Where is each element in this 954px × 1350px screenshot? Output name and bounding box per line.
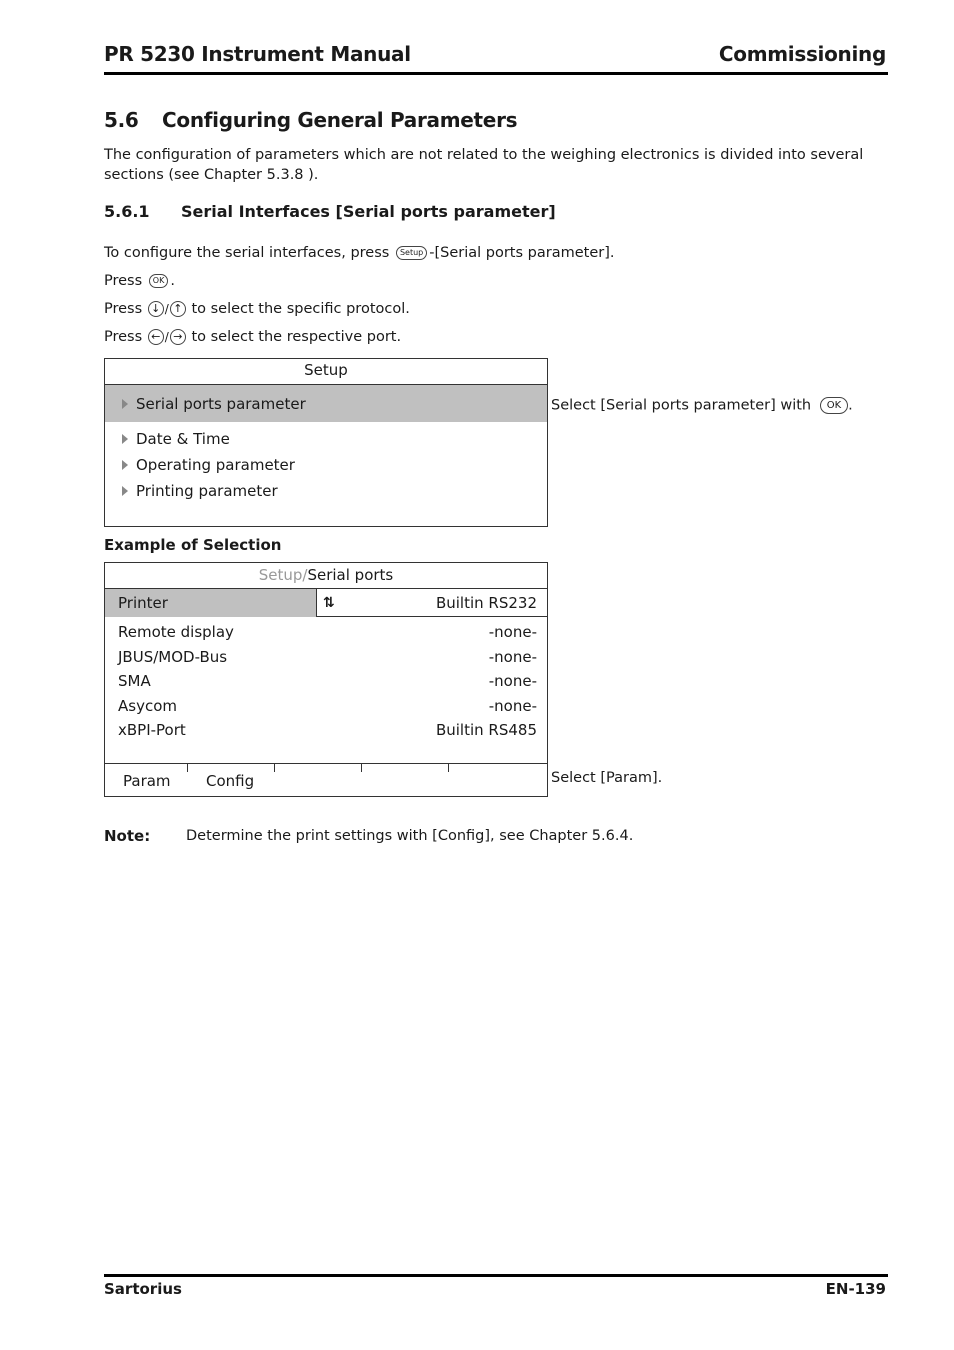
port-label: Asycom (118, 696, 177, 715)
port-label: JBUS/MOD-Bus (118, 647, 228, 666)
ok-key-icon: OK (149, 274, 169, 288)
menu-item-label: Printing parameter (136, 482, 278, 500)
instruction-text: To configure the serial interfaces, press (104, 245, 390, 261)
header-rule (104, 72, 888, 75)
section-title: Configuring General Parameters (162, 108, 518, 132)
port-row-printer[interactable] (105, 589, 547, 617)
softkey-divider (274, 764, 275, 772)
instruction-text: . (170, 273, 175, 289)
param-softkey[interactable]: Param (123, 772, 171, 790)
arrow-right-key-icon: → (170, 329, 186, 345)
instruction-text: Press (104, 301, 143, 317)
param-caption: Select [Param]. (551, 770, 663, 786)
port-label: Remote display (118, 623, 234, 642)
menu-item-date-time[interactable] (105, 426, 547, 452)
page-number: EN-139 (825, 1280, 886, 1298)
instruction-line-3 (104, 299, 410, 319)
port-label: Printer (105, 589, 316, 617)
port-list (105, 617, 547, 743)
section-intro: The configuration of parameters which are not related to the weighing electronics is divided into several sections (see Chapter 5.3.8 ). (104, 147, 864, 183)
port-row[interactable] (105, 645, 547, 670)
port-row[interactable] (105, 718, 547, 743)
port-label: xBPI-Port (118, 721, 186, 740)
caption-text: . (848, 397, 853, 414)
port-value-field[interactable] (316, 589, 547, 617)
serial-ports-screen (104, 562, 548, 797)
port-label: SMA (118, 672, 151, 691)
footer-company: Sartorius (104, 1280, 182, 1298)
triangle-right-icon (122, 399, 128, 409)
menu-item-operating-parameter[interactable] (105, 452, 547, 478)
port-value: -none- (488, 696, 537, 715)
port-value: Builtin RS232 (435, 593, 537, 612)
up-down-arrows-icon: ⇅ (323, 594, 335, 611)
slash-separator-icon: / (164, 330, 169, 344)
port-row[interactable] (105, 620, 547, 645)
arrow-up-key-icon: ↑ (170, 301, 186, 317)
config-softkey[interactable]: Config (206, 772, 255, 790)
note-text: Determine the print settings with [Config], see Chapter 5.6.4. (186, 828, 634, 844)
arrow-left-key-icon: ← (148, 329, 164, 345)
triangle-right-icon (122, 486, 128, 496)
port-row[interactable] (105, 669, 547, 694)
breadcrumb-parent: Setup/ (258, 566, 308, 584)
triangle-right-icon (122, 434, 128, 444)
subsection-heading (104, 202, 556, 221)
menu-item-label: Operating parameter (136, 456, 295, 474)
port-row[interactable] (105, 694, 547, 719)
softkey-divider (187, 764, 188, 772)
manual-title: PR 5230 Instrument Manual (104, 42, 411, 66)
note-label: Note: (104, 827, 151, 845)
port-value: -none- (488, 623, 537, 642)
instruction-text: Press (104, 329, 143, 345)
example-label: Example of Selection (104, 536, 282, 554)
softkey-bar (105, 763, 547, 796)
menu-item-serial-ports[interactable] (105, 385, 547, 422)
breadcrumb-current: Serial ports (307, 566, 394, 584)
instruction-line-4 (104, 327, 401, 347)
instruction-text: Press (104, 273, 143, 289)
menu-item-label: Date & Time (136, 430, 230, 448)
footer-rule (104, 1274, 888, 1277)
arrow-down-key-icon: ↓ (148, 301, 164, 317)
section-number: 5.6 (104, 108, 139, 132)
setup-key-icon: Setup (396, 246, 427, 260)
subsection-title: Serial Interfaces [Serial ports parameter] (181, 202, 556, 221)
port-value: -none- (488, 647, 537, 666)
softkey-divider (361, 764, 362, 772)
instruction-line-1 (104, 243, 614, 263)
subsection-number: 5.6.1 (104, 202, 150, 221)
instruction-line-2 (104, 271, 175, 291)
setup-menu-caption (551, 397, 853, 414)
setup-menu-screen (104, 358, 548, 527)
port-value: Builtin RS485 (435, 721, 537, 740)
instruction-text: to select the specific protocol. (191, 301, 410, 317)
port-value: -none- (488, 672, 537, 691)
caption-text: Select [Serial ports parameter] with (551, 397, 812, 414)
menu-item-printing-parameter[interactable] (105, 478, 547, 504)
instruction-text: -[Serial ports parameter]. (429, 245, 615, 261)
ok-key-icon: OK (820, 397, 848, 414)
chapter-title: Commissioning (718, 42, 886, 66)
serial-ports-title (105, 563, 547, 589)
section-heading (104, 108, 517, 132)
instruction-text: to select the respective port. (191, 329, 402, 345)
setup-menu-title: Setup (105, 359, 547, 385)
slash-separator-icon: / (164, 302, 169, 316)
triangle-right-icon (122, 460, 128, 470)
softkey-divider (448, 764, 449, 772)
menu-item-label: Serial ports parameter (136, 394, 306, 413)
